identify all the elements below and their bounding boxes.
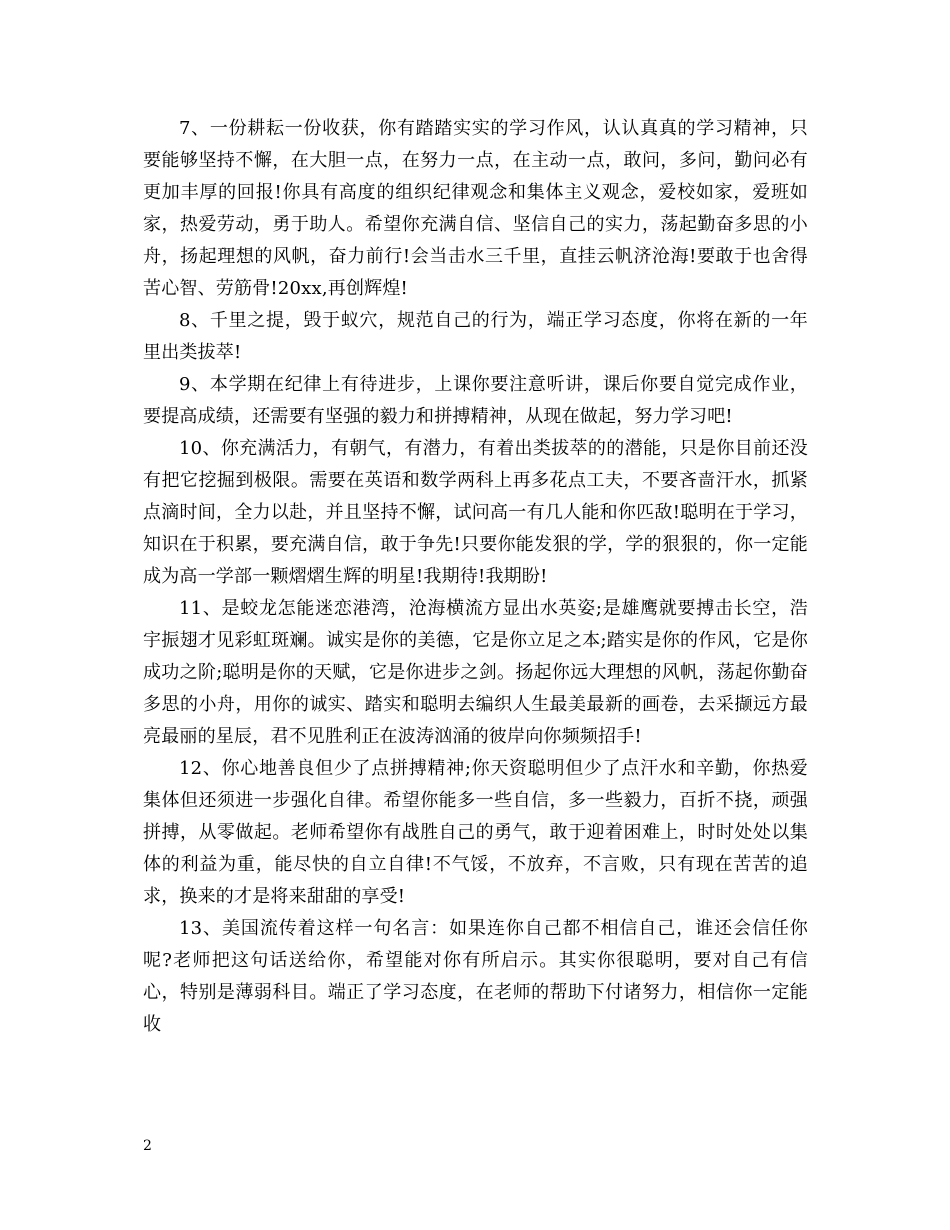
paragraph-10: 10、你充满活力，有朝气，有潜力，有着出类拔萃的的潜能，只是你目前还没有把它挖掘到极限。需要在英语和数学两科上再多花点工夫，不要吝啬汗水，抓紧点滴时间，全力以赴，并且坚持不懈，试问高一有几人能和你匹敌!聪明在于学习，知识在于积累，要充满自信，敢于争先!只要你能发狠的学，学的狠狠的，你一定能成为高一学部一颗熠熠生辉的明星!我期待!我期盼! xyxy=(143,438,808,587)
paragraph-12: 12、你心地善良但少了点拼搏精神;你天资聪明但少了点汗水和辛勤，你热爱集体但还须进一步强化自律。希望你能多一些自信，多一些毅力，百折不挠，顽强拼搏，从零做起。老师希望你有战胜自己的勇气，敢于迎着困难上，时时处处以集体的利益为重，能尽快的自立自律!不气馁，不放弃，不言败，只有现在苦苦的追求，换来的才是将来甜甜的享受! xyxy=(143,758,808,907)
paragraph-8: 8、千里之提，毁于蚁穴，规范自己的行为，端正学习态度，你将在新的一年里出类拔萃! xyxy=(143,310,808,363)
paragraph-13: 13、美国流传着这样一句名言：如果连你自己都不相信自己，谁还会信任你呢?老师把这句话送给你，希望能对你有所启示。其实你很聪明，要对自己有信心，特别是薄弱科目。端正了学习态度，在老师的帮助下付诸努力，相信你一定能收 xyxy=(143,918,808,1035)
paragraph-7: 7、一份耕耘一份收获，你有踏踏实实的学习作风，认认真真的学习精神，只要能够坚持不懈，在大胆一点，在努力一点，在主动一点，敢问，多问，勤问必有更加丰厚的回报!你具有高度的组织纪律观念和集体主义观念，爱校如家，爱班如家，热爱劳动，勇于助人。希望你充满自信、坚信自己的实力，荡起勤奋多思的小舟，扬起理想的风帆，奋力前行!会当击水三千里，直挂云帆济沧海!要敢于也舍得苦心智、劳筋骨!20xx,再创辉煌! xyxy=(143,118,808,299)
paragraph-11: 11、是蛟龙怎能迷恋港湾，沧海横流方显出水英姿;是雄鹰就要搏击长空，浩宇振翅才见彩虹斑斓。诚实是你的美德，它是你立足之本;踏实是你的作风，它是你成功之阶;聪明是你的天赋，它是你进步之剑。扬起你远大理想的风帆，荡起你勤奋多思的小舟，用你的诚实、踏实和聪明去编织人生最美最新的画卷，去采撷远方最亮最丽的星辰，君不见胜利正在波涛汹涌的彼岸向你频频招手! xyxy=(143,598,808,747)
document-body xyxy=(143,113,808,1041)
page-number: 2 xyxy=(143,1138,152,1154)
paragraph-9: 9、本学期在纪律上有待进步，上课你要注意听讲，课后你要自觉完成作业，要提高成绩，还需要有坚强的毅力和拼搏精神，从现在做起，努力学习吧! xyxy=(143,374,808,427)
